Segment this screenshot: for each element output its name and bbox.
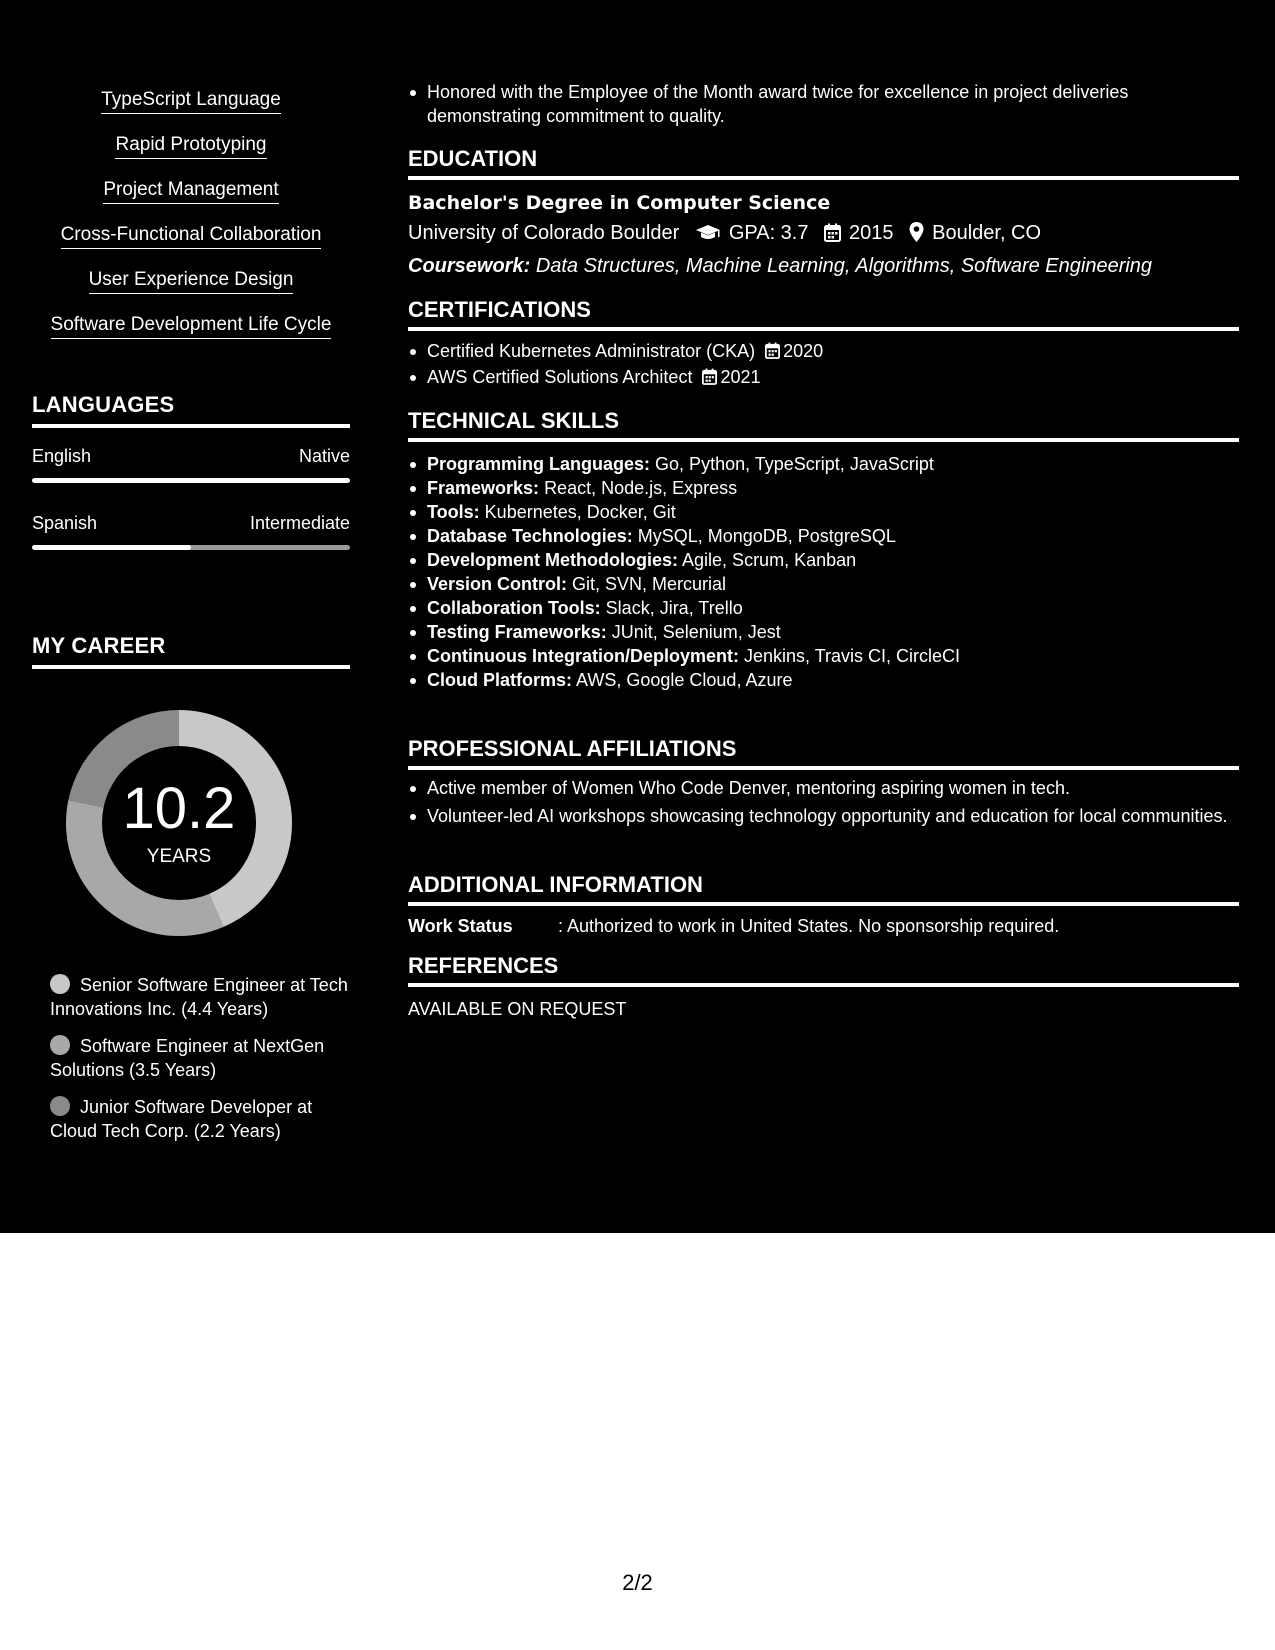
skill-category: Testing Frameworks: [427,622,607,642]
career-role-item [50,1034,350,1082]
degree-title: Bachelor's Degree in Computer Science [408,192,831,214]
career-rule [32,665,350,669]
work-status-label: Work Status [408,916,513,936]
language-row [32,513,350,537]
skill-label: Rapid Prototyping [115,133,266,159]
career-role-text: Software Engineer at NextGen Solutions (3.5 Years) [50,1036,325,1080]
experience-bullets [408,80,1239,128]
graduation-year: 2015 [849,222,894,244]
coursework-label: Coursework: [408,255,531,277]
skill-item [32,133,350,178]
career-total-unit: YEARS [146,846,212,867]
skill-label: Software Development Life Cycle [51,313,332,339]
education-heading: EDUCATION [408,146,538,171]
skill-category: Tools: [427,502,480,522]
skill-values: Agile, Scrum, Kanban [682,550,857,570]
skill-values: Slack, Jira, Trello [605,598,743,618]
languages-section [32,392,350,550]
skill-category: Programming Languages: [427,454,651,474]
certification-item [408,365,1239,391]
career-total-years: 10.2 [122,776,236,841]
skill-label: Project Management [103,178,278,204]
education-section [408,146,1239,279]
affiliation-item: Volunteer-led AI workshops showcasing technology opportunity and education for local communities. [408,804,1239,828]
skill-values: Git, SVN, Mercurial [572,574,727,594]
additional-info-heading: ADDITIONAL INFORMATION [408,872,703,897]
location-pin-icon [909,222,924,249]
skill-category: Development Methodologies: [427,550,679,570]
school-location: Boulder, CO [932,222,1042,244]
skill-label: TypeScript Language [101,88,281,114]
skill-values: Go, Python, TypeScript, JavaScript [655,454,934,474]
skill-row [408,524,1239,548]
legend-dot-icon [50,1035,70,1055]
affiliation-item: Active member of Women Who Code Denver, mentoring aspiring women in tech. [408,776,1239,800]
skill-values: Jenkins, Travis CI, CircleCI [744,646,961,666]
school-name: University of Colorado Boulder [408,222,680,244]
certification-name: Certified Kubernetes Administrator (CKA) [427,341,756,361]
legend-dot-icon [50,1096,70,1116]
skill-category: Cloud Platforms: [427,670,573,690]
coursework-value: Data Structures, Machine Learning, Algorithms, Software Engineering [535,255,1153,277]
skill-values: MySQL, MongoDB, PostgreSQL [637,526,896,546]
skill-values: Kubernetes, Docker, Git [484,502,676,522]
career-role-text: Senior Software Engineer at Tech Innovations Inc. (4.4 Years) [50,975,348,1019]
references-text: AVAILABLE ON REQUEST [408,999,627,1019]
additional-info-rule [408,902,1239,906]
skill-label: User Experience Design [89,268,294,294]
technical-skills-rule [408,438,1239,442]
language-proficiency-fill [32,545,191,550]
skill-category: Continuous Integration/Deployment: [427,646,739,666]
technical-skills-heading: TECHNICAL SKILLS [408,408,620,433]
skill-row [408,548,1239,572]
work-status-value: : Authorized to work in United States. No sponsorship required. [558,916,1060,936]
technical-skills-section [408,408,1239,692]
career-role-list [50,973,350,1156]
certification-year: 2020 [783,341,824,361]
skill-item [32,178,350,223]
additional-info-section [408,872,1239,938]
legend-dot-icon [50,974,70,994]
certification-year: 2021 [720,367,761,387]
language-proficiency-bar [32,478,350,483]
language-name: Spanish [32,513,98,533]
calendar-icon [765,341,780,365]
language-row [32,446,350,470]
career-role-text: Junior Software Developer at Cloud Tech Corp. (2.2 Years) [50,1097,313,1141]
career-heading: MY CAREER [32,633,166,658]
references-section [408,953,1239,1021]
skill-row [408,644,1239,668]
skill-row [408,620,1239,644]
references-heading: REFERENCES [408,953,559,978]
certification-name: AWS Certified Solutions Architect [427,367,693,387]
skill-item [32,88,350,133]
experience-bullet: Honored with the Employee of the Month award twice for excellence in project deliveries demonstrating commitment to quality. [408,80,1239,128]
affiliations-section [408,736,1239,832]
skill-values: AWS, Google Cloud, Azure [576,670,793,690]
skill-item [32,313,350,358]
skill-category: Version Control: [427,574,568,594]
calendar-icon [702,367,717,391]
certifications-rule [408,327,1239,331]
skill-row [408,476,1239,500]
language-level: Native [298,446,350,466]
language-level: Intermediate [249,513,350,533]
skill-item [32,223,350,268]
languages-heading: LANGUAGES [32,392,175,417]
skills-list [32,88,350,358]
skill-category: Database Technologies: [427,526,633,546]
affiliations-rule [408,766,1239,770]
page-number: 2/2 [622,1570,653,1595]
language-proficiency-fill [32,478,350,483]
references-rule [408,983,1239,987]
education-meta [408,220,1239,249]
career-section [32,633,350,1141]
coursework [408,253,1239,279]
career-role-item [50,1095,350,1143]
skill-item [32,268,350,313]
skill-category: Collaboration Tools: [427,598,601,618]
certification-item [408,339,1239,365]
language-name: English [32,446,92,466]
education-rule [408,176,1239,180]
languages-rule [32,424,350,428]
certifications-section [408,297,1239,391]
affiliations-heading: PROFESSIONAL AFFILIATIONS [408,736,737,761]
career-role-item [50,973,350,1021]
graduation-cap-icon [695,223,721,249]
calendar-icon [824,223,841,249]
certifications-heading: CERTIFICATIONS [408,297,591,322]
skill-row [408,596,1239,620]
skill-label: Cross-Functional Collaboration [61,223,322,249]
skill-row [408,572,1239,596]
skill-row [408,452,1239,476]
career-donut-chart [66,710,292,936]
language-proficiency-bar [32,545,350,550]
gpa-value: GPA: 3.7 [728,222,809,244]
skill-values: JUnit, Selenium, Jest [611,622,781,642]
skill-row [408,500,1239,524]
skill-row [408,668,1239,692]
skill-values: React, Node.js, Express [544,478,738,498]
skill-category: Frameworks: [427,478,540,498]
work-status-row [408,914,1239,938]
